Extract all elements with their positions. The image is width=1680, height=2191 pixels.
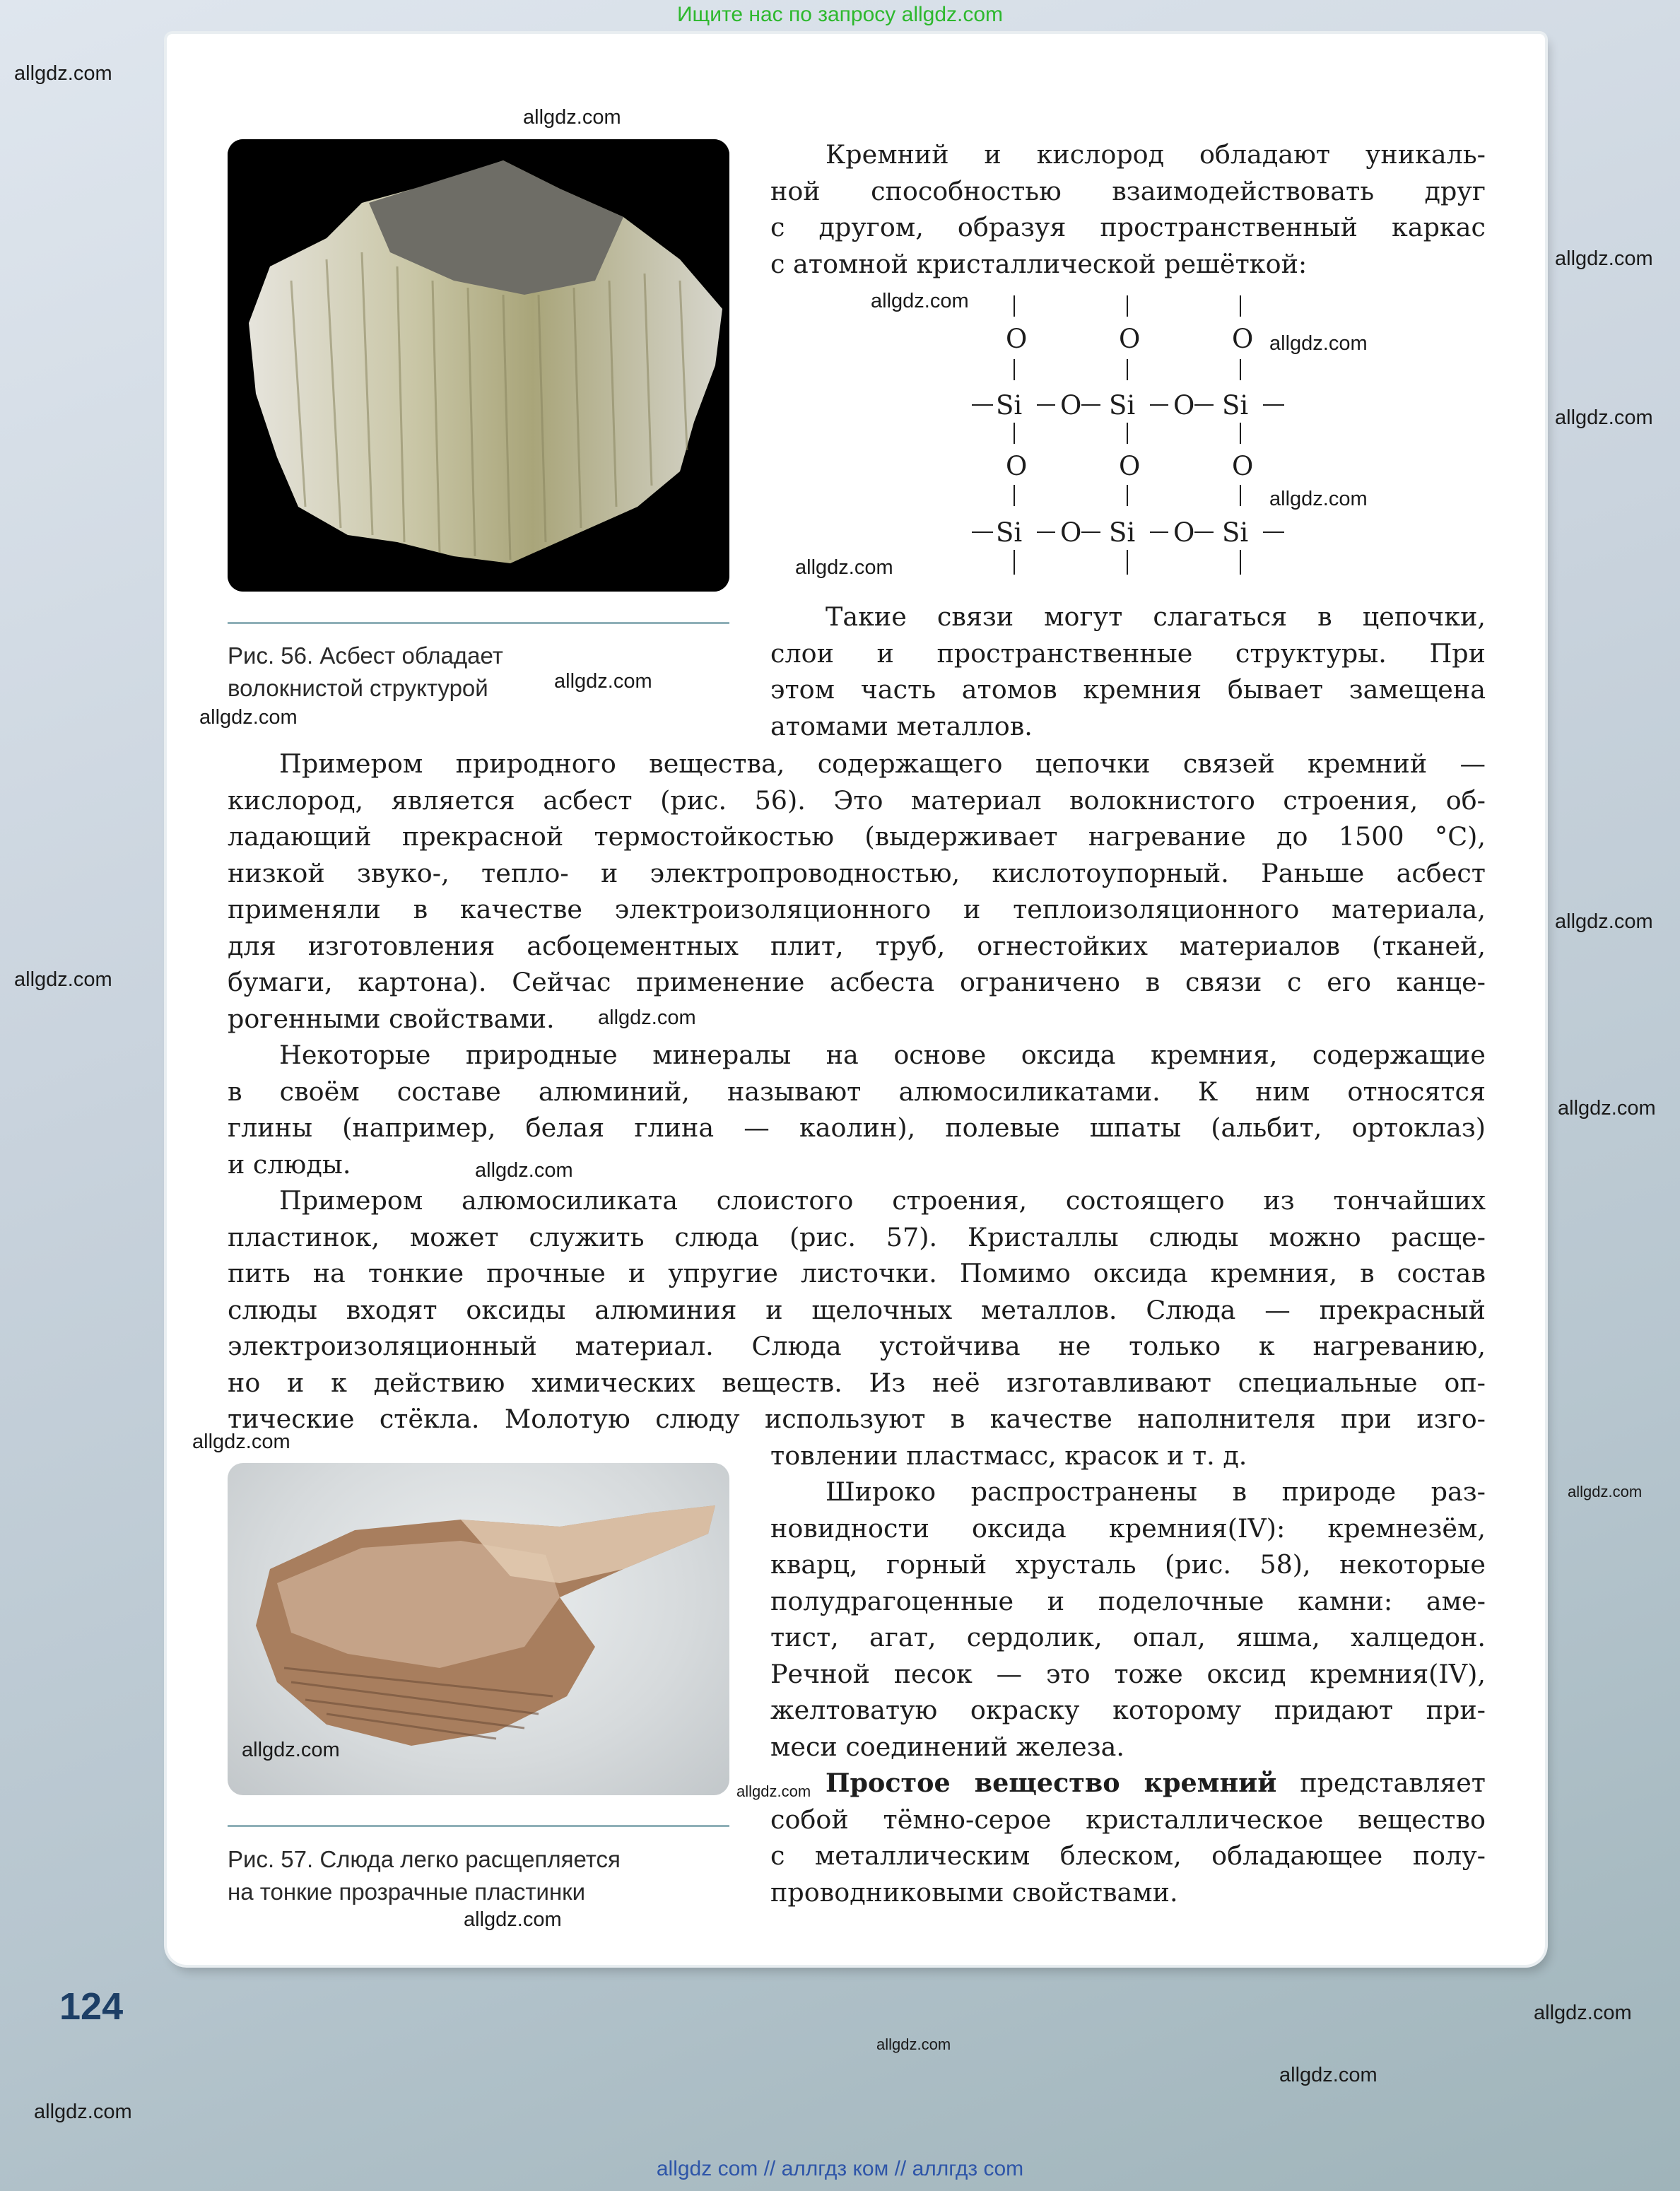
watermark: allgdz.com [1558, 1097, 1656, 1120]
text-line: Речной песок — это тоже оксид кремния(IV), [770, 1658, 1486, 1689]
watermark: allgdz.com [1555, 247, 1653, 270]
silicon-atom: Si [996, 390, 1023, 421]
watermark: allgdz.com [795, 556, 893, 579]
text-line: глины (например, белая глина — каолин), полевые шпаты (альбит, ортоклаз) [228, 1112, 1486, 1143]
silicon-paragraph [770, 1765, 1486, 1910]
text-line: пластинок, может служить слюда (рис. 57). Кристаллы слюды можно расще- [228, 1221, 1486, 1252]
watermark: allgdz.com [34, 2101, 132, 2123]
watermark: allgdz.com [871, 290, 969, 312]
text-line: применяли в качестве электроизоляционного и теплоизоляционного материала, [228, 894, 1486, 924]
watermark: allgdz.com [1279, 2064, 1378, 2086]
caption-line: волокнистой структурой [228, 675, 488, 701]
text-line: товлении пластмасс, красок и т. д. [770, 1440, 1247, 1471]
oxygen-atom: O [1006, 324, 1028, 354]
text-line: низкой звуко-, тепло- и электропроводностью, кислотоупорный. Раньше асбест [228, 857, 1486, 888]
text-line: атомами металлов. [770, 710, 1033, 741]
text-line: кварц, горный хрусталь (рис. 58), некоторые [770, 1549, 1486, 1580]
watermark: allgdz.com [1269, 332, 1368, 355]
text-line: этом часть атомов кремния бывает замещена [770, 674, 1486, 705]
text-line: пить на тонкие прочные и упругие листочки. Помимо оксида кремния, в состав [228, 1258, 1486, 1288]
watermark: allgdz.com [554, 670, 652, 693]
asbestos-photo [228, 139, 729, 592]
silicon-atom: Si [1222, 517, 1249, 548]
asbestos-paragraph [228, 746, 1486, 1037]
text-line: Такие связи могут слагаться в цепочки, [826, 601, 1486, 632]
oxygen-atom: O [1119, 324, 1141, 354]
oxygen-atom: O [1060, 517, 1082, 548]
watermark: allgdz.com [1534, 2002, 1632, 2024]
text-line [770, 1765, 1486, 1802]
silicon-atom: Si [1222, 390, 1249, 421]
text-line: но и к действию химических веществ. Из неё изготавливают специальные оп- [228, 1367, 1486, 1398]
oxygen-atom: O [1006, 451, 1028, 481]
oxygen-atom: O [1173, 390, 1195, 421]
caption-rule [228, 622, 729, 624]
silicon-atom: Si [996, 517, 1023, 548]
caption-line: на тонкие прозрачные пластинки [228, 1879, 586, 1905]
oxygen-atom: O [1119, 451, 1141, 481]
watermark: allgdz.com [736, 1782, 811, 1800]
text-line: в своём составе алюминий, называют алюмосиликатами. К ним относятся [228, 1076, 1486, 1107]
aluminosilicates-paragraph [228, 1037, 1486, 1182]
silica-paragraph [770, 1474, 1486, 1765]
text-line: Примером природного вещества, содержащего цепочки связей кремний — [279, 748, 1486, 779]
text-line: электроизоляционный материал. Слюда устойчива не только к нагреванию, [228, 1331, 1486, 1361]
silicon-atom: Si [1109, 390, 1136, 421]
watermark: allgdz.com [475, 1159, 573, 1182]
page-number: 124 [59, 1985, 124, 2028]
text-line: собой тёмно-серое кристаллическое вещество [770, 1804, 1486, 1835]
watermark: allgdz.com [1269, 488, 1368, 510]
text-fragment: представляет [1276, 1768, 1486, 1798]
text-line: бумаги, картона). Сейчас применение асбеста ограничено в связи с его канце- [228, 967, 1486, 997]
mica-paragraph [228, 1182, 1486, 1474]
text-line: ной способностью взаимодействовать друг [770, 175, 1486, 206]
oxygen-atom: O [1060, 390, 1082, 421]
text-line: с атомной кристаллической решёткой: [770, 248, 1308, 279]
silicon-atom: Si [1109, 517, 1136, 548]
watermark: allgdz.com [14, 968, 112, 991]
text-line: с другом, образуя пространственный каркас [770, 212, 1486, 242]
caption-rule [228, 1825, 729, 1827]
bold-term: Простое вещество кремний [826, 1768, 1277, 1798]
watermark: allgdz.com [523, 106, 621, 129]
top-banner[interactable]: Ищите нас по запросу allgdz.com [676, 3, 1004, 26]
text-line: Кремний и кислород обладают уникаль- [826, 139, 1486, 170]
text-line: желтоватую окраску которому придают при- [770, 1695, 1486, 1725]
text-line: и слюды. [228, 1149, 351, 1180]
watermark: allgdz.com [1555, 406, 1653, 429]
bottom-banner[interactable]: allgdz com // аллгдз ком // аллгдз com [656, 2157, 1024, 2180]
silicon-oxygen-formula [965, 288, 1304, 592]
watermark: allgdz.com [598, 1006, 696, 1029]
caption-line: Рис. 57. Слюда легко расщепляется [228, 1846, 621, 1872]
watermark: allgdz.com [192, 1431, 290, 1453]
watermark: allgdz.com [14, 62, 112, 85]
text-line: Широко распространены в природе раз- [826, 1476, 1486, 1507]
text-line: полудрагоценные и поделочные камни: аме- [770, 1585, 1486, 1616]
oxygen-atom: O [1232, 324, 1254, 354]
text-line: Некоторые природные минералы на основе оксида кремния, содержащие [279, 1040, 1486, 1070]
text-line: ладающий прекрасной термостойкостью (выдерживает нагревание до 1500 °С), [228, 821, 1486, 852]
figure-57-caption [228, 1843, 736, 1908]
text-line: для изготовления асбоцементных плит, труб, огнестойких материалов (тканей, [228, 930, 1486, 961]
text-line: слюды входят оксиды алюминия и щелочных металлов. Слюда — прекрасный [228, 1294, 1486, 1325]
watermark: allgdz.com [199, 706, 298, 729]
watermark: allgdz.com [464, 1908, 562, 1931]
text-line: Примером алюмосиликата слоистого строения, состоящего из тончайших [279, 1185, 1486, 1216]
text-line: рогенными свойствами. [228, 1003, 555, 1034]
figure-56-caption [228, 640, 736, 705]
chains-paragraph [770, 599, 1486, 744]
text-line: с металлическим блеском, обладающее полу- [770, 1840, 1486, 1871]
text-line: проводниковыми свойствами. [770, 1876, 1178, 1908]
caption-line: Рис. 56. Асбест обладает [228, 642, 503, 669]
text-line: тические стёкла. Молотую слюду используют в качестве наполнителя при изго- [228, 1404, 1486, 1434]
text-line: меси соединений железа. [770, 1731, 1124, 1762]
text-line: кислород, является асбест (рис. 56). Это материал волокнистого строения, об- [228, 785, 1486, 816]
text-line: новидности оксида кремния(IV): кремнезём, [770, 1512, 1486, 1544]
watermark: allgdz.com [1568, 1483, 1643, 1500]
watermark: allgdz.com [1555, 910, 1653, 933]
watermark: allgdz.com [876, 2036, 951, 2053]
oxygen-atom: O [1173, 517, 1195, 548]
intro-paragraph [770, 136, 1486, 282]
oxygen-atom: O [1232, 451, 1254, 481]
text-line: тист, агат, сердолик, опал, яшма, халцедон. [770, 1622, 1486, 1652]
text-line: слои и пространственные структуры. При [770, 638, 1486, 669]
watermark: allgdz.com [242, 1739, 340, 1761]
